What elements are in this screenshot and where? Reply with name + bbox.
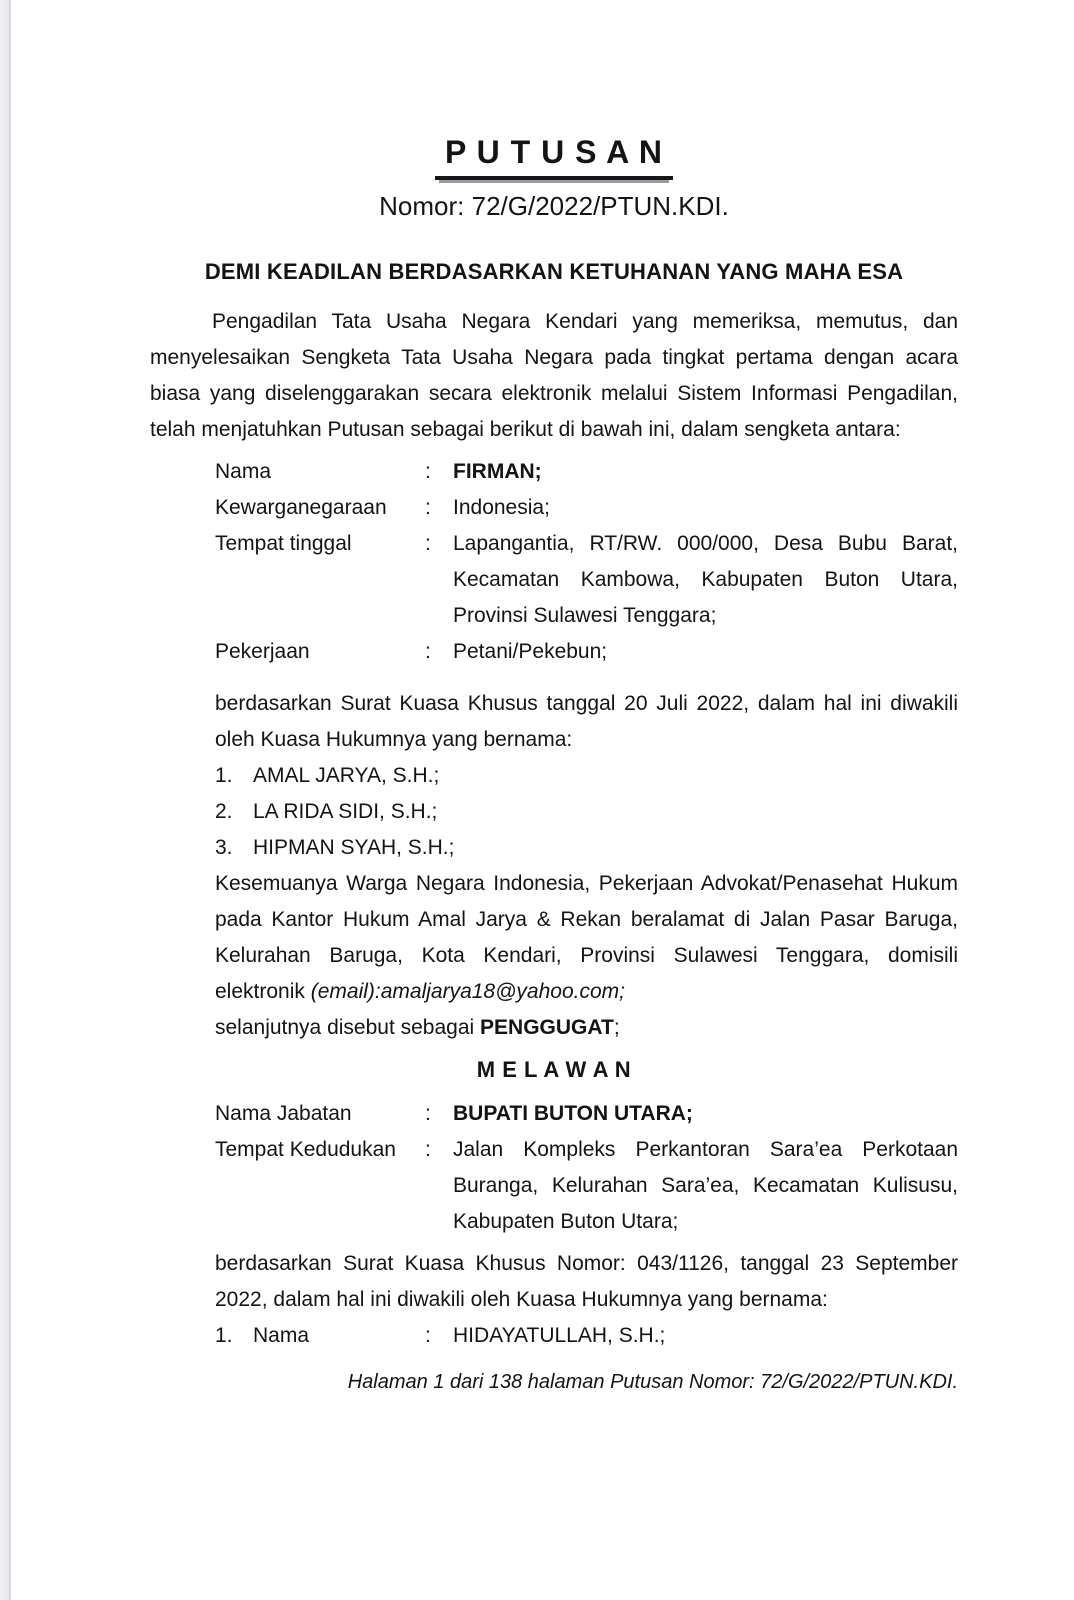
detail-label: Tempat Kedudukan xyxy=(215,1138,396,1161)
detail-row-pekerjaan xyxy=(215,634,958,670)
designation-prefix: selanjutnya disebut sebagai xyxy=(215,1016,481,1039)
designation-line xyxy=(215,1010,958,1046)
detail-label: Nama xyxy=(215,460,272,483)
attorney-number: 1. xyxy=(215,764,233,787)
plaintiff-poa-paragraph: berdasarkan Surat Kuasa Khusus tanggal 20 Juli 2022, dalam hal ini diwakili oleh Kuasa Hukumnya yang bernama: xyxy=(215,692,958,751)
detail-colon: : xyxy=(425,1102,431,1125)
detail-label: Nama Jabatan xyxy=(215,1102,352,1125)
attorney-item xyxy=(215,758,958,794)
opening-paragraph: Pengadilan Tata Usaha Negara Kendari yang memeriksa, memutus, dan menyelesaikan Sengketa Tata Usaha Negara pada tingkat pertama dengan acara biasa yang diselenggarakan secara elektronik melalui Sistem Informasi Pengadilan, telah menjatuhkan Putusan sebagai berikut di bawah ini, dalam sengketa antara: xyxy=(150,310,958,441)
detail-value: FIRMAN; xyxy=(453,460,542,483)
page-footer: Halaman 1 dari 138 halaman Putusan Nomor: 72/G/2022/PTUN.KDI. xyxy=(347,1371,958,1393)
detail-row-nama-jabatan xyxy=(215,1096,958,1132)
detail-colon: : xyxy=(425,532,431,555)
detail-colon: : xyxy=(425,496,431,519)
designation-suffix: ; xyxy=(613,1016,620,1039)
attorney-number: 2. xyxy=(215,800,233,823)
versus-heading: M E L A W A N xyxy=(476,1057,632,1082)
detail-row-tempat-tinggal xyxy=(215,526,958,634)
case-number: Nomor: 72/G/2022/PTUN.KDI. xyxy=(379,191,729,221)
detail-colon: : xyxy=(425,1324,431,1347)
detail-row-kewarganegaraan xyxy=(215,490,958,526)
detail-value: Indonesia; xyxy=(453,496,550,519)
attorney-item xyxy=(215,830,958,866)
detail-colon: : xyxy=(425,1138,431,1161)
detail-value: BUPATI BUTON UTARA; xyxy=(453,1102,693,1125)
detail-value: Petani/Pekebun; xyxy=(453,640,608,663)
detail-row-nama xyxy=(215,454,958,490)
attorney-name: HIPMAN SYAH, S.H.; xyxy=(253,836,455,859)
attorneys-description: Kesemuanya Warga Negara Indonesia, Pekerjaan Advokat/Penasehat Hukum pada Kantor Hukum Amal Jarya & Rekan beralamat di Jalan Pasar Baruga, Kelurahan Baruga, Kota Kendari, Provinsi Sulawesi Tenggara, domisili elektronik xyxy=(215,872,958,1003)
attorney-label: Nama xyxy=(253,1324,310,1347)
attorneys-description-paragraph xyxy=(215,866,958,1010)
title-block xyxy=(150,130,958,180)
detail-value: Lapangantia, RT/RW. 000/000, Desa Bubu Barat, Kecamatan Kambowa, Kabupaten Buton Utara, Provinsi Sulawesi Tenggara; xyxy=(453,532,958,627)
detail-label: Pekerjaan xyxy=(215,640,310,663)
detail-colon: : xyxy=(425,640,431,663)
detail-label: Tempat tinggal xyxy=(215,532,352,555)
attorney-item xyxy=(215,794,958,830)
attorney-number: 3. xyxy=(215,836,233,859)
defendant-poa-paragraph: berdasarkan Surat Kuasa Khusus Nomor: 043/1126, tanggal 23 September 2022, dalam hal ini diwakili oleh Kuasa Hukumnya yang bernama: xyxy=(215,1252,958,1311)
court-decision-page xyxy=(150,130,958,1396)
attorney-name: AMAL JARYA, S.H.; xyxy=(253,764,440,787)
motto-line: DEMI KEADILAN BERDASARKAN KETUHANAN YANG MAHA ESA xyxy=(204,259,904,284)
detail-label: Kewarganegaraan xyxy=(215,496,387,519)
email-text: (email):amaljarya18@yahoo.com; xyxy=(310,980,625,1003)
document-title: P U T U S A N xyxy=(435,130,673,180)
defendant-attorney-row xyxy=(215,1318,958,1354)
plaintiff-attorney-list xyxy=(215,758,958,866)
detail-row-tempat-kedudukan xyxy=(215,1132,958,1240)
page-left-edge xyxy=(0,0,11,1600)
attorney-name: HIDAYATULLAH, S.H.; xyxy=(453,1324,666,1347)
defendant-details xyxy=(215,1096,958,1240)
detail-value: Jalan Kompleks Perkantoran Sara’ea Perkotaan Buranga, Kelurahan Sara’ea, Kecamatan Kulisusu, Kabupaten Buton Utara; xyxy=(453,1138,958,1233)
attorney-number: 1. xyxy=(215,1324,233,1347)
attorney-name: LA RIDA SIDI, S.H.; xyxy=(253,800,438,823)
detail-colon: : xyxy=(425,460,431,483)
designation-penggugat: PENGGUGAT xyxy=(480,1016,614,1039)
plaintiff-details xyxy=(215,454,958,670)
